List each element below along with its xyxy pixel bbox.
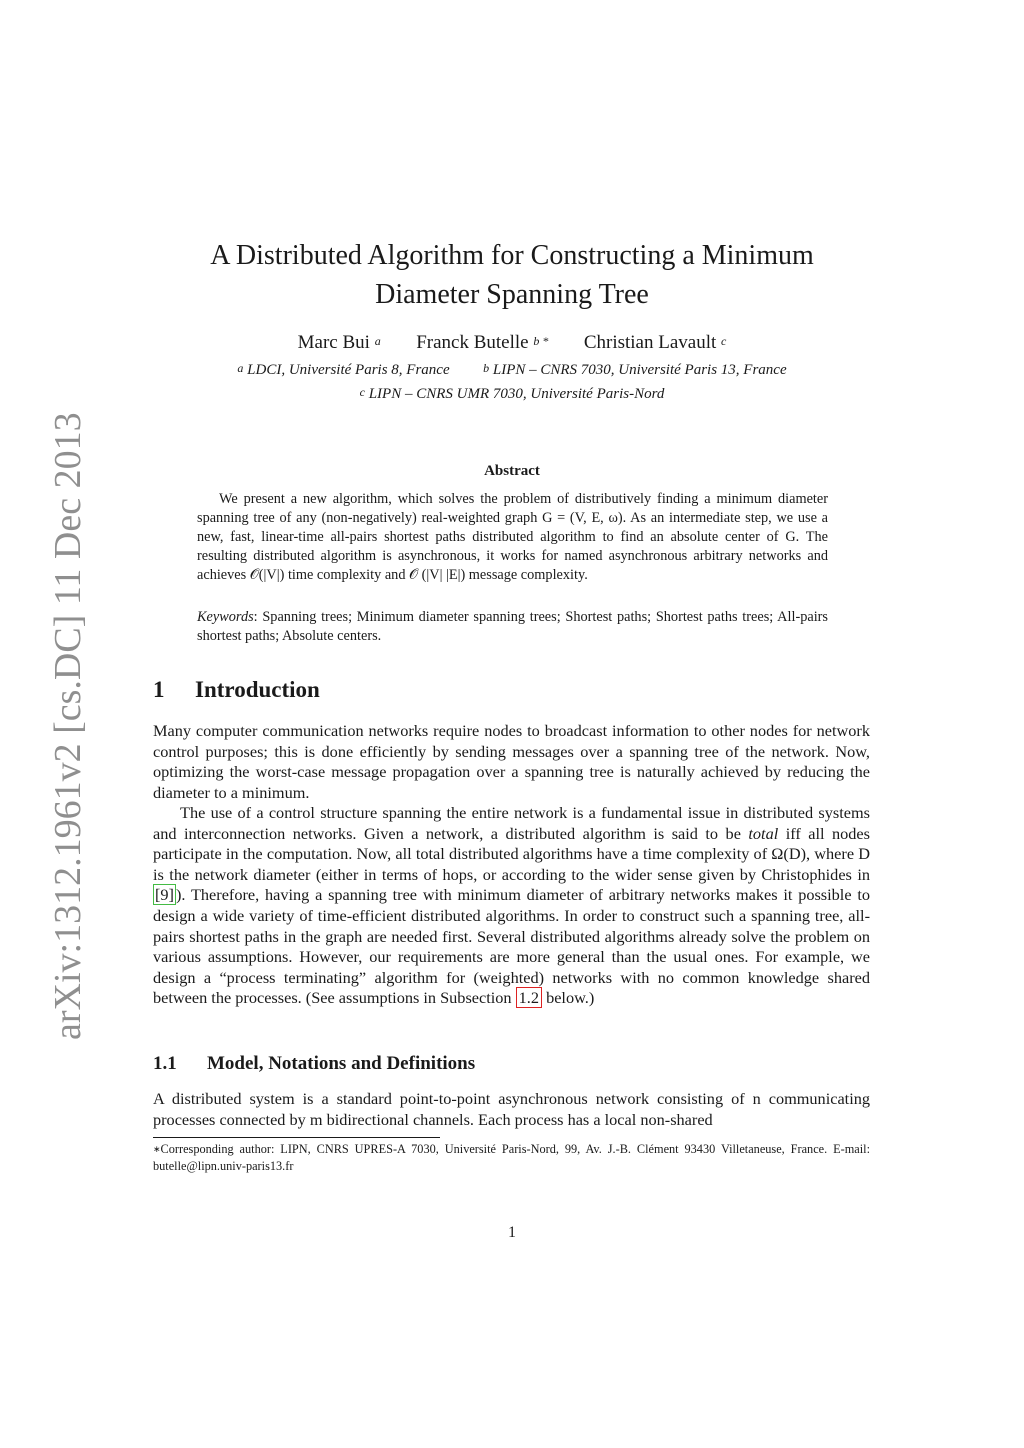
author-mark: b * xyxy=(533,334,549,348)
author-name: Franck Butelle xyxy=(416,332,529,353)
paragraph-text: below.) xyxy=(542,988,595,1008)
paragraph: Many computer communication networks require nodes to broadcast information to other nodes for network control purposes; this is done efficiently by sending messages over a spanning tree of the network. Now, optimizing the worst-case message propagation over a spanning tree is naturally achieved by reducing the diameter to a minimum. xyxy=(153,721,870,802)
author-name: Christian Lavault xyxy=(583,332,717,353)
keywords xyxy=(197,608,828,646)
abstract-heading: Abstract xyxy=(484,463,540,479)
subsection-ref-link[interactable]: 1.2 xyxy=(516,987,542,1008)
author-mark: a xyxy=(374,334,381,348)
section-number: 1 xyxy=(153,677,165,702)
abstract-text: We present a new algorithm, which solves the problem of distributively finding a minimum diameter spanning tree of any (non-negatively) real-weighted graph G = (V, E, ω). As an intermediate step, we use a new, fast, linear-time all-pairs shortest paths distributed algorithm to find an absolute center of G. The resulting distributed algorithm is asynchronous, it works for named asynchronous arbitrary networks and achieves 𝒪(|V|) time complexity and 𝒪 (|V| |E|) message complexity. xyxy=(197,491,828,583)
citation-link[interactable]: [9] xyxy=(155,885,174,905)
subsection-number: 1.1 xyxy=(153,1053,177,1074)
subsection-title: Model, Notations and Definitions xyxy=(207,1053,476,1074)
affiliation-text: LDCI, Université Paris 8, France xyxy=(247,362,450,378)
arxiv-stamp: arXiv:1312.1961v2 [cs.DC] 11 Dec 2013 xyxy=(47,412,89,1040)
affiliation-text: LIPN – CNRS 7030, Université Paris 13, France xyxy=(492,362,787,378)
affiliation-mark: b xyxy=(483,361,490,375)
footnote-text: Corresponding author: LIPN, CNRS UPRES-A 7030, Université Paris-Nord, 99, Av. J.-B. Clément 93430 Villetaneuse, France. E-mail: butelle@lipn.univ-paris13.fr xyxy=(153,1142,870,1173)
section-heading xyxy=(153,677,320,703)
footnote-mark: ∗ xyxy=(153,1144,161,1154)
author-list xyxy=(140,330,884,356)
paragraph-text: The use of a control structure spanning the entire network is a fundamental issue in distributed systems and interconnection networks. Given a network, a distributed algorithm is said to be xyxy=(153,803,870,843)
paragraph-text: iff all nodes participate in the computation. Now, all total distributed algorithms have a time complexity of Ω(D), where D is the network diameter (either in terms of hops, or according to the wider sense given by Christophides in xyxy=(153,823,870,884)
page-number: 1 xyxy=(508,1224,516,1241)
footnote xyxy=(153,1141,870,1175)
author-name: Marc Bui xyxy=(297,332,370,353)
keywords-text: : Spanning trees; Minimum diameter spanning trees; Shortest paths; Shortest paths trees; All-pairs shortest paths; Absolute centers. xyxy=(197,609,828,644)
paragraph-text: ). Therefore, having a spanning tree with minimum diameter of arbitrary networks makes it possible to design a wide variety of time-efficient distributed algorithms. In order to construct such a spanning tree, all-pairs shortest paths in the graph are needed first. Several distributed algorithms already solve the problem on various assumptions. However, our requirements are more general than the usual ones. For example, we design a “process terminating” algorithm for (weighted) networks with no common knowledge shared between the processes. (See assumptions in Subsection xyxy=(153,885,870,1008)
section-title: Introduction xyxy=(195,677,320,702)
affiliation-row xyxy=(140,382,884,406)
title-line-1: A Distributed Algorithm for Constructing a Minimum xyxy=(210,240,814,271)
affiliation-row xyxy=(140,358,884,382)
footnote-rule xyxy=(153,1137,440,1138)
paper-title xyxy=(140,236,884,314)
emphasis-text: total xyxy=(748,823,779,843)
author-mark: c xyxy=(721,334,727,348)
title-line-2: Diameter Spanning Tree xyxy=(375,279,649,310)
paragraph: A distributed system is a standard point-to-point asynchronous network consisting of n communicating processes connected by m bidirectional channels. Each process has a local non-shared xyxy=(153,1089,870,1129)
affiliation-mark: c xyxy=(359,385,365,399)
keywords-label: Keywords xyxy=(197,609,254,625)
subsection-heading xyxy=(153,1053,475,1075)
affiliations xyxy=(140,358,884,406)
affiliation-text: LIPN – CNRS UMR 7030, Université Paris-Nord xyxy=(368,386,665,402)
paragraph xyxy=(153,803,870,1009)
affiliation-mark: a xyxy=(237,361,244,375)
